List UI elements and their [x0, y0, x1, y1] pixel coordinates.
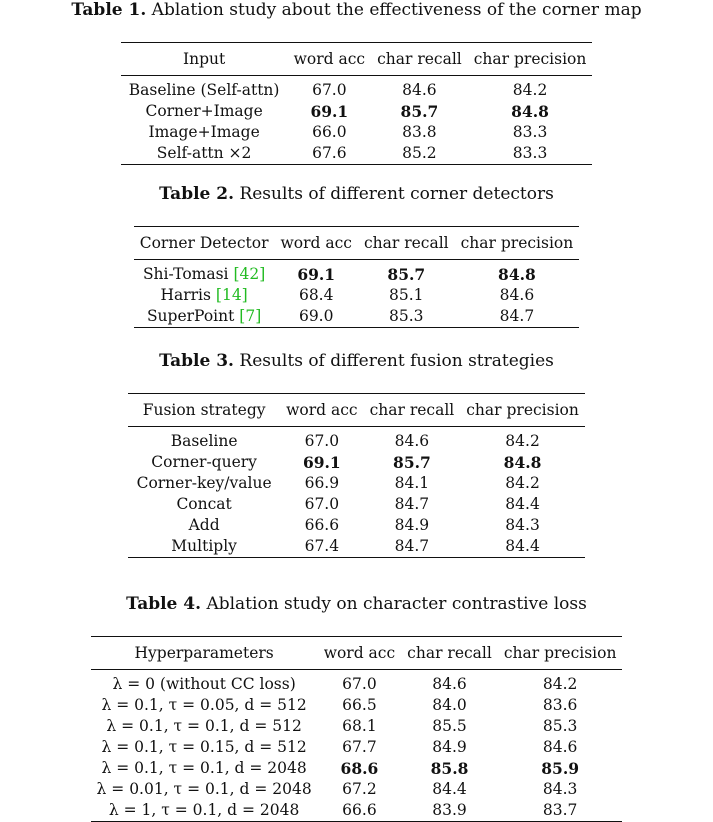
- table1-label: Table 1.: [71, 0, 147, 20]
- table1-header-char-recall: char recall: [377, 50, 462, 68]
- table-row: [121, 101, 593, 122]
- word-acc: 69.1: [302, 453, 341, 472]
- table3-header-fusion-strategy: Fusion strategy: [142, 401, 266, 419]
- char-recall: 85.1: [389, 286, 424, 304]
- table3-label: Table 3.: [159, 351, 234, 371]
- word-acc: 67.0: [304, 432, 340, 450]
- table-row: [91, 716, 623, 737]
- table-row: [91, 758, 623, 779]
- table-row: [134, 306, 580, 328]
- word-acc: 68.4: [298, 286, 334, 304]
- word-acc: 67.4: [304, 537, 340, 555]
- word-acc: 67.0: [342, 675, 377, 693]
- table3-title: Results of different fusion strategies: [239, 351, 554, 371]
- detector-name: SuperPoint: [146, 307, 235, 325]
- char-recall: 85.2: [402, 144, 437, 162]
- word-acc: 69.0: [298, 307, 334, 325]
- table1-header-row: [121, 43, 593, 76]
- char-precision: 84.7: [499, 307, 535, 325]
- char-precision: 84.3: [542, 780, 578, 798]
- char-recall: 84.7: [394, 537, 430, 555]
- word-acc: 67.6: [312, 144, 347, 162]
- table3-block: [0, 351, 713, 558]
- row-name: Multiply: [171, 537, 237, 555]
- table1-block: [0, 0, 713, 165]
- row-name: Self-attn ×2: [156, 144, 252, 162]
- char-precision: 83.7: [542, 801, 578, 819]
- table-row: [91, 779, 623, 800]
- char-recall: 84.6: [402, 81, 437, 99]
- table3-caption: [0, 351, 713, 371]
- row-name: λ = 0.1, τ = 0.1, d = 512: [106, 717, 302, 735]
- table1-header-char-precision: char precision: [473, 50, 587, 68]
- table-row: [121, 143, 593, 165]
- table3-header-row: [128, 394, 585, 427]
- row-name: λ = 0 (without CC loss): [112, 675, 296, 693]
- row-name: λ = 0.01, τ = 0.1, d = 2048: [96, 780, 312, 798]
- table-row: [121, 76, 593, 102]
- table4-title: Ablation study on character contrastive loss: [206, 594, 587, 614]
- row-name: Corner-key/value: [136, 474, 272, 492]
- row-name: [134, 306, 275, 328]
- table-row: [128, 515, 585, 536]
- char-precision: 84.2: [505, 474, 540, 492]
- char-precision: 83.3: [512, 144, 548, 162]
- table2-header-corner-detector: Corner Detector: [139, 234, 269, 252]
- table4-label: Table 4.: [126, 594, 202, 614]
- table4-block: [0, 594, 713, 822]
- char-recall: 84.1: [394, 474, 430, 492]
- table-row: [91, 800, 623, 822]
- row-name: λ = 0.1, τ = 0.1, d = 2048: [101, 759, 307, 777]
- row-name: Add: [188, 516, 220, 534]
- char-recall: 85.7: [400, 102, 439, 121]
- table2-label: Table 2.: [159, 184, 235, 204]
- row-name: [134, 285, 275, 306]
- word-acc: 67.0: [304, 495, 340, 513]
- row-name: Image+Image: [148, 123, 260, 141]
- row-name: Corner-query: [151, 453, 257, 471]
- char-precision: 84.4: [505, 495, 540, 513]
- table-row: [121, 122, 593, 143]
- char-recall: 85.7: [387, 265, 426, 284]
- char-precision: 83.6: [542, 696, 578, 714]
- word-acc: 67.0: [312, 81, 347, 99]
- table-row: [128, 427, 585, 453]
- table-row: [91, 670, 623, 696]
- char-recall: 83.8: [402, 123, 437, 141]
- char-recall: 85.3: [389, 307, 424, 325]
- table3-header-char-precision: char precision: [466, 401, 579, 419]
- table2: [134, 226, 580, 328]
- char-precision: 84.6: [499, 286, 535, 304]
- row-name: Baseline (Self-attn): [128, 81, 280, 99]
- table-row: [128, 473, 585, 494]
- char-recall: 84.6: [432, 675, 467, 693]
- char-recall: 84.4: [432, 780, 467, 798]
- table3: [128, 393, 585, 558]
- word-acc: 69.1: [297, 265, 336, 284]
- word-acc: 66.0: [312, 123, 347, 141]
- word-acc: 66.5: [342, 696, 377, 714]
- table2-caption: [0, 184, 713, 204]
- table-row: [134, 285, 580, 306]
- table-row: [91, 695, 623, 716]
- char-precision: 84.8: [503, 453, 542, 472]
- citation-link[interactable]: [7]: [239, 307, 262, 325]
- row-name: Corner+Image: [145, 102, 263, 120]
- table4-header-row: [91, 637, 623, 670]
- table1-title: Ablation study about the effectiveness of the corner map: [151, 0, 642, 20]
- table2-header-word-acc: word acc: [280, 234, 352, 252]
- char-precision: 84.2: [512, 81, 548, 99]
- word-acc: 67.2: [342, 780, 377, 798]
- table2-header-char-recall: char recall: [363, 234, 449, 252]
- table4: [91, 636, 623, 822]
- char-recall: 84.7: [394, 495, 430, 513]
- row-name: λ = 0.1, τ = 0.15, d = 512: [101, 738, 307, 756]
- word-acc: 68.6: [340, 759, 379, 778]
- row-name: λ = 1, τ = 0.1, d = 2048: [108, 801, 300, 819]
- table4-header-char-recall: char recall: [407, 644, 492, 662]
- row-name: Baseline: [170, 432, 238, 450]
- char-precision: 84.2: [505, 432, 540, 450]
- char-precision: 84.8: [511, 102, 549, 121]
- word-acc: 66.9: [304, 474, 340, 492]
- char-recall: 85.8: [430, 759, 469, 778]
- char-precision: 84.2: [542, 675, 578, 693]
- char-recall: 84.6: [394, 432, 430, 450]
- char-precision: 84.8: [498, 265, 536, 284]
- table1-caption: [0, 0, 713, 20]
- row-name: [134, 260, 275, 286]
- detector-name: Shi-Tomasi: [142, 265, 229, 283]
- table-row: [134, 260, 580, 286]
- table3-header-word-acc: word acc: [286, 401, 358, 419]
- table-row: [128, 452, 585, 473]
- table2-block: [0, 184, 713, 328]
- row-name: Concat: [176, 495, 232, 513]
- char-recall: 85.5: [432, 717, 467, 735]
- table2-title: Results of different corner detectors: [239, 184, 554, 204]
- word-acc: 68.1: [342, 717, 377, 735]
- char-precision: 83.3: [512, 123, 548, 141]
- citation-link[interactable]: [14]: [215, 286, 248, 304]
- table4-header-word-acc: word acc: [323, 644, 396, 662]
- char-precision: 84.4: [505, 537, 540, 555]
- detector-name: Harris: [160, 286, 211, 304]
- char-recall: 84.9: [432, 738, 467, 756]
- table2-header-row: [134, 227, 580, 260]
- row-name: λ = 0.1, τ = 0.05, d = 512: [101, 696, 307, 714]
- table4-header-char-precision: char precision: [503, 644, 617, 662]
- char-precision: 85.3: [542, 717, 578, 735]
- table-row: [128, 536, 585, 558]
- char-recall: 84.9: [394, 516, 430, 534]
- table4-caption: [0, 594, 713, 614]
- table4-header-hyperparameters: Hyperparameters: [134, 644, 274, 662]
- word-acc: 67.7: [342, 738, 377, 756]
- table1: [121, 42, 593, 165]
- table1-header-input: Input: [182, 50, 226, 68]
- char-recall: 84.0: [432, 696, 467, 714]
- char-recall: 83.9: [432, 801, 467, 819]
- char-precision: 84.6: [542, 738, 578, 756]
- table3-header-char-recall: char recall: [369, 401, 455, 419]
- word-acc: 66.6: [304, 516, 340, 534]
- char-recall: 85.7: [393, 453, 431, 472]
- citation-link[interactable]: [42]: [233, 265, 266, 283]
- char-precision: 84.3: [505, 516, 540, 534]
- table-row: [91, 737, 623, 758]
- table2-header-char-precision: char precision: [460, 234, 574, 252]
- char-precision: 85.9: [541, 759, 580, 778]
- word-acc: 66.6: [342, 801, 377, 819]
- table-row: [128, 494, 585, 515]
- word-acc: 69.1: [310, 102, 349, 121]
- table1-header-word-acc: word acc: [293, 50, 366, 68]
